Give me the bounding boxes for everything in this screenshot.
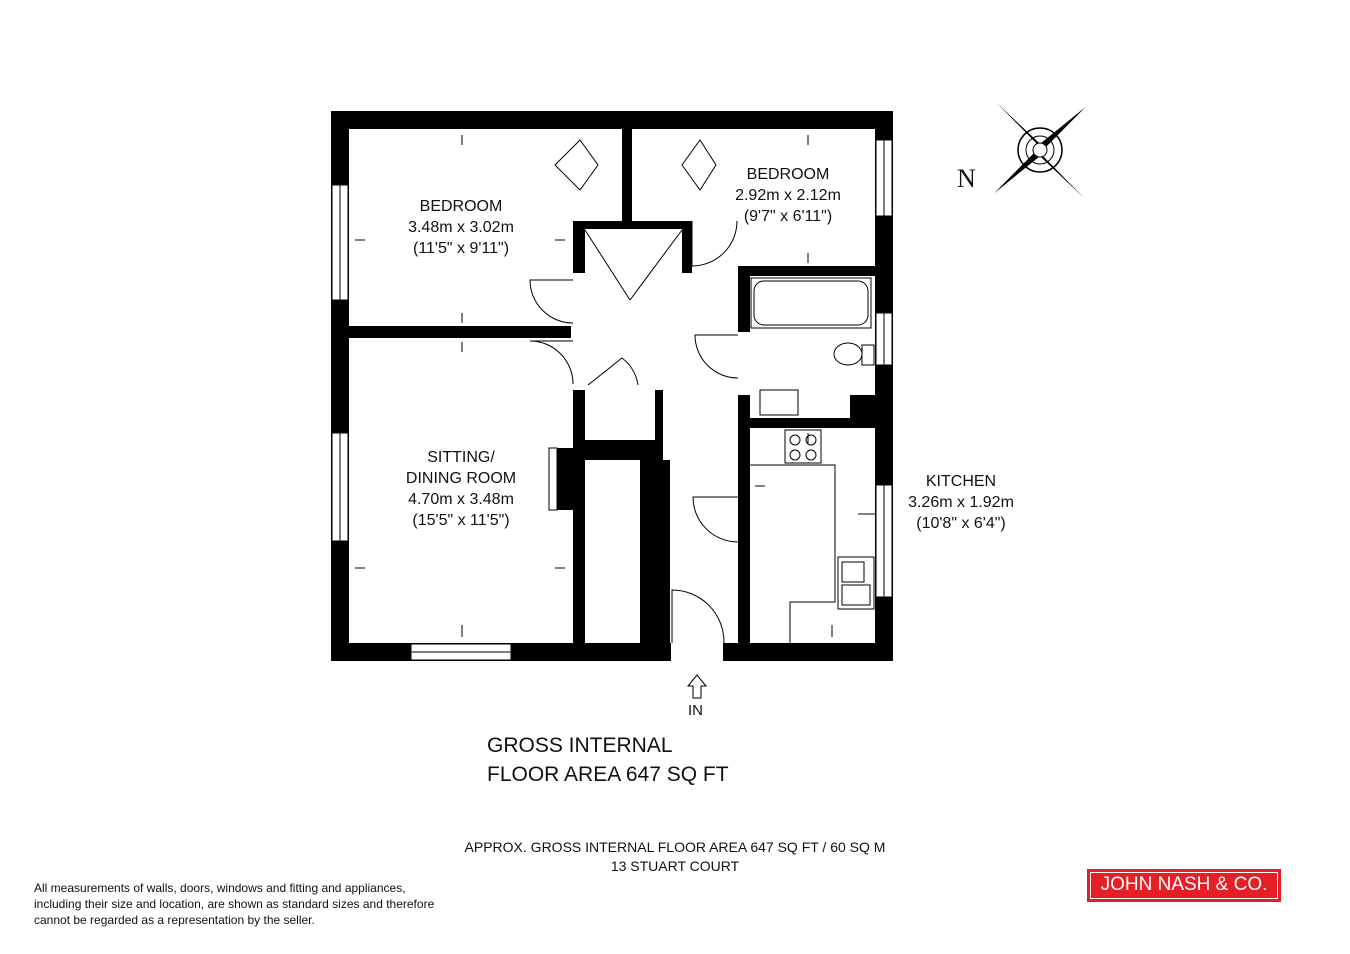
room-imperial: (11'5" x 9'11") [412, 240, 510, 257]
address-text: 13 STUART COURT [610, 858, 740, 874]
compass-rose-icon [985, 92, 1094, 208]
disclaimer-line: cannot be regarded as a representation by the seller. [34, 913, 315, 927]
gross-area-heading [487, 731, 729, 789]
room-name: BEDROOM [746, 166, 830, 183]
room-name: KITCHEN [925, 473, 997, 490]
agency-logo-text: JOHN NASH & CO. [1090, 872, 1278, 899]
room-label-sitting-dining [380, 447, 542, 531]
room-metric: 3.26m x 1.92m [908, 494, 1014, 511]
disclaimer-line: All measurements of walls, doors, windows and fitting and appliances, [34, 881, 406, 895]
approx-area-text: APPROX. GROSS INTERNAL FLOOR AREA 647 SQ FT / 60 SQ M [464, 839, 886, 855]
room-imperial: (15'5" x 11'5") [412, 512, 510, 529]
fixtures [549, 278, 874, 643]
room-metric: 2.92m x 2.12m [735, 187, 841, 204]
room-metric: 4.70m x 3.48m [408, 491, 514, 508]
room-label-bedroom-1 [380, 196, 542, 259]
disclaimer [34, 880, 434, 928]
compass-north-label: N [957, 164, 976, 193]
room-imperial: (9'7" x 6'11") [743, 208, 833, 225]
room-name-line1: SITTING/ [427, 449, 495, 466]
gross-area-line2: FLOOR AREA 647 SQ FT [487, 763, 729, 786]
room-label-bedroom-2 [707, 164, 869, 227]
gross-area-line1: GROSS INTERNAL [487, 734, 673, 757]
entrance-label: IN [688, 702, 703, 719]
agency-logo [1087, 869, 1281, 902]
room-name-line2: DINING ROOM [405, 470, 517, 487]
room-metric: 3.48m x 3.02m [408, 219, 514, 236]
entrance-arrow-icon [688, 675, 706, 698]
disclaimer-line: including their size and location, are shown as standard sizes and therefore [34, 897, 435, 911]
room-label-kitchen [880, 471, 1042, 534]
room-imperial: (10'8" x 6'4") [916, 515, 1006, 532]
room-name: BEDROOM [419, 198, 503, 215]
approx-area-caption [400, 838, 950, 876]
